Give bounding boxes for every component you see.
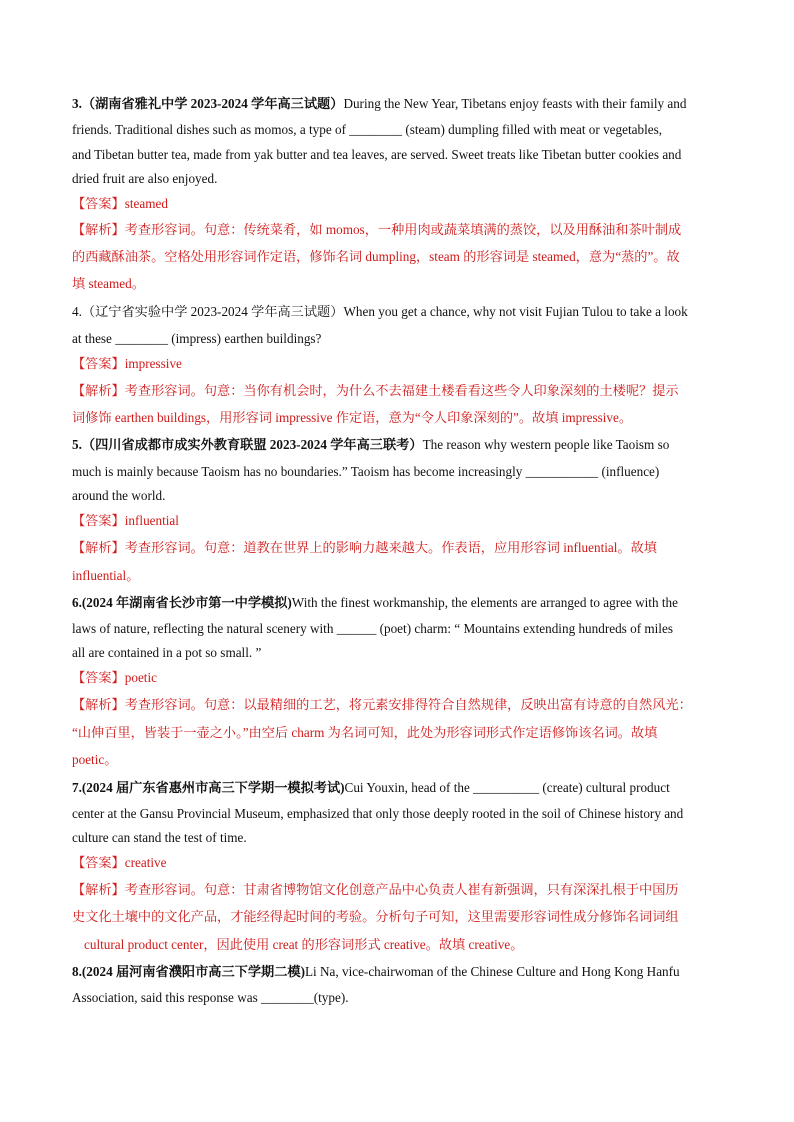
- question-text-line: all are contained in a pot so small. ”: [72, 645, 262, 660]
- question-8-line-1: [72, 964, 680, 980]
- question-number: 5.: [72, 437, 82, 452]
- analysis-text-line: “山伸百里，皆装于一壶之小。”由空后 charm 为名词可知，此处为形容词形式作定语修饰该名词。故填: [72, 725, 658, 740]
- answer-value: steamed: [124, 196, 168, 211]
- question-text-line: friends. Traditional dishes such as momos, a type of ________ (steam) dumpling filled with meat or vegetables,: [72, 122, 663, 137]
- question-text: The reason why western people like Taoism so: [422, 437, 670, 452]
- analysis-line-1: [72, 697, 692, 713]
- analysis-text: 考查形容词。句意：道教在世界上的影响力越来越大。作表语，应用形容词 influential。故填: [124, 540, 657, 555]
- question-number: 8.: [72, 964, 82, 979]
- analysis-text: 考查形容词。句意：当你有机会时，为什么不去福建土楼看看这些令人印象深刻的土楼呢？提示: [124, 383, 679, 398]
- question-number: 7.: [72, 780, 82, 795]
- answer-tag: 【答案】: [72, 196, 125, 211]
- question-7-line-1: [72, 780, 670, 796]
- question-text-line: culture can stand the test of time.: [72, 830, 247, 845]
- question-source: （湖南省雅礼中学 2023-2024 学年高三试题）: [81, 96, 344, 111]
- analysis-text: 考查形容词。句意：以最精细的工艺，将元素安排得符合自然规律，反映出富有诗意的自然风光：: [124, 697, 692, 712]
- question-source: （四川省成都市成实外教育联盟 2023-2024 学年高三联考）: [81, 437, 423, 452]
- question-source: （辽宁省实验中学 2023-2024 学年高三试题）: [81, 304, 344, 319]
- answer-line: [72, 855, 166, 871]
- analysis-text: 考查形容词。句意：传统菜肴，如 momos，一种用肉或蔬菜填满的蒸饺，以及用酥油和茶叶制成: [124, 222, 682, 237]
- analysis-text-line: 史文化土壤中的文化产品，才能经得起时间的考验。分析句子可知，这里需要形容词性成分修饰名词词组: [72, 909, 679, 924]
- question-text-line: Association, said this response was ________(type).: [72, 990, 349, 1005]
- question-text-line: and Tibetan butter tea, made from yak butter and tea leaves, are served. Sweet treats like Tibetan butter cookies and: [72, 147, 682, 162]
- answer-line: [72, 356, 182, 372]
- analysis-text-line: 词修饰 earthen buildings，用形容词 impressive 作定语，意为“令人印象深刻的”。故填 impressive。: [72, 410, 633, 425]
- analysis-tag: 【解析】: [72, 540, 125, 555]
- question-text: During the New Year, Tibetans enjoy feasts with their family and: [343, 96, 687, 111]
- question-text-line: at these ________ (impress) earthen buildings?: [72, 331, 322, 346]
- answer-tag: 【答案】: [72, 670, 125, 685]
- question-text-line: laws of nature, reflecting the natural scenery with ______ (poet) charm: “ Mountains extending hundreds of miles: [72, 621, 673, 636]
- analysis-tag: 【解析】: [72, 222, 125, 237]
- answer-tag: 【答案】: [72, 855, 125, 870]
- analysis-line-1: [72, 540, 657, 556]
- question-number: 4.: [72, 304, 82, 319]
- question-source: (2024 届广东省惠州市高三下学期一模拟考试): [81, 780, 345, 795]
- question-5-line-1: [72, 437, 669, 453]
- question-text-line: center at the Gansu Provincial Museum, emphasized that only those deeply rooted in the soil of Chinese history and: [72, 806, 684, 821]
- analysis-text: 考查形容词。句意：甘肃省博物馆文化创意产品中心负责人崔有新强调，只有深深扎根于中国历: [124, 882, 679, 897]
- analysis-text-line: cultural product center，因此使用 creat 的形容词形式 creative。故填 creative。: [84, 937, 524, 952]
- question-3-line-1: [72, 96, 686, 112]
- question-4-line-1: [72, 304, 688, 320]
- analysis-line-1: [72, 383, 679, 399]
- answer-value: impressive: [124, 356, 182, 371]
- analysis-text-line: influential。: [72, 568, 140, 583]
- analysis-tag: 【解析】: [72, 383, 125, 398]
- analysis-line-1: [72, 882, 679, 898]
- analysis-line-1: [72, 222, 681, 238]
- analysis-text-line: 的西藏酥油茶。空格处用形容词作定语，修饰名词 dumpling，steam 的形容词是 steamed，意为“蒸的”。故: [72, 249, 680, 264]
- question-text: Cui Youxin, head of the __________ (create) cultural product: [344, 780, 670, 795]
- analysis-text-line: poetic。: [72, 752, 118, 767]
- question-number: 6.: [72, 595, 82, 610]
- answer-line: [72, 670, 157, 686]
- question-number: 3.: [72, 96, 82, 111]
- question-text-line: dried fruit are also enjoyed.: [72, 171, 218, 186]
- question-text: Li Na, vice-chairwoman of the Chinese Culture and Hong Kong Hanfu: [304, 964, 680, 979]
- analysis-tag: 【解析】: [72, 697, 125, 712]
- answer-value: influential: [124, 513, 179, 528]
- answer-value: creative: [124, 855, 167, 870]
- question-source: (2024 届河南省濮阳市高三下学期二模): [81, 964, 305, 979]
- question-text: With the finest workmanship, the elements are arranged to agree with the: [291, 595, 678, 610]
- question-text-line: around the world.: [72, 488, 166, 503]
- analysis-text-line: 填 steamed。: [72, 276, 145, 291]
- answer-line: [72, 196, 168, 212]
- answer-line: [72, 513, 179, 529]
- question-text-line: much is mainly because Taoism has no boundaries.” Taoism has become increasingly ___________ (influence): [72, 464, 660, 479]
- answer-value: poetic: [124, 670, 157, 685]
- answer-tag: 【答案】: [72, 513, 125, 528]
- analysis-tag: 【解析】: [72, 882, 125, 897]
- answer-tag: 【答案】: [72, 356, 125, 371]
- question-source: (2024 年湖南省长沙市第一中学模拟): [81, 595, 292, 610]
- question-text: When you get a chance, why not visit Fujian Tulou to take a look: [343, 304, 688, 319]
- question-6-line-1: [72, 595, 678, 611]
